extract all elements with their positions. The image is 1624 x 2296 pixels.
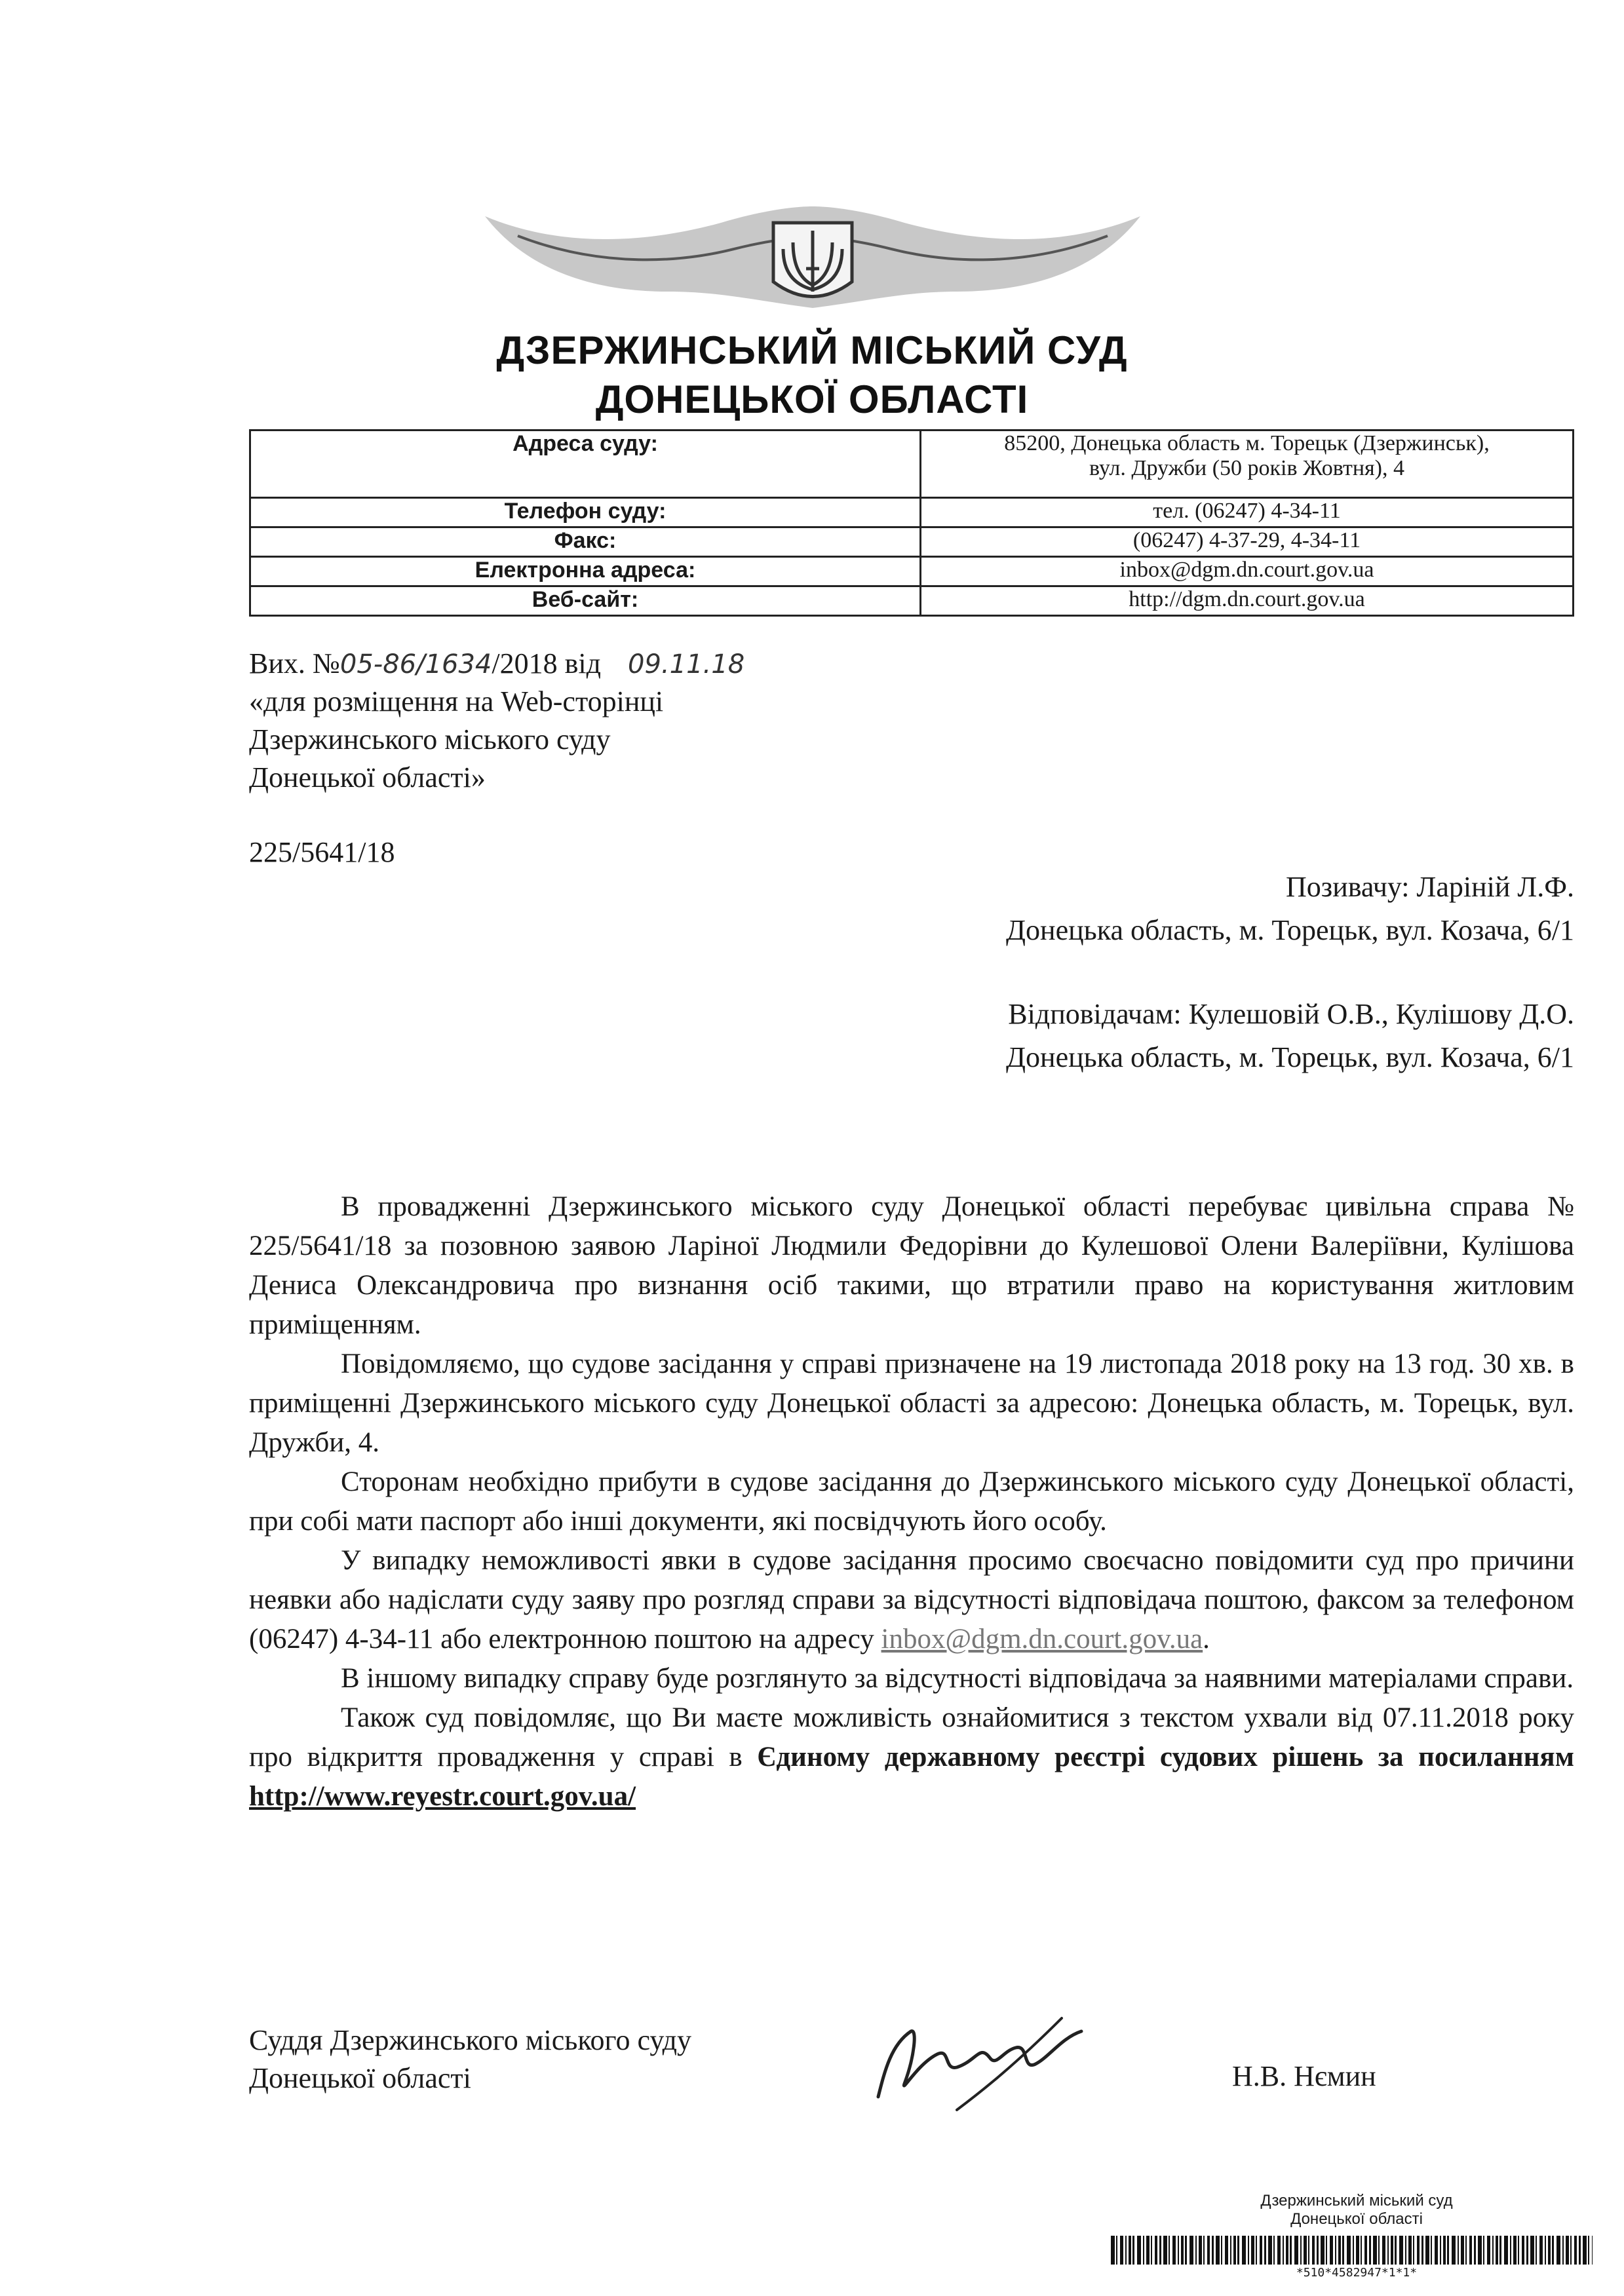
- body-paragraph-2: Повідомляємо, що судове засідання у справі призначене на 19 листопада 2018 року на 13 год. 30 хв. в приміщенні Дзержинського міського суду Донецької області за адресою: Донецька область, м. Торецьк, вул. Дружби, 4.: [249, 1349, 1574, 1458]
- barcode-bar: [1417, 2236, 1420, 2265]
- barcode-bar: [1256, 2236, 1257, 2265]
- barcode-bar: [1169, 2236, 1170, 2265]
- barcode-bar: [1181, 2236, 1184, 2265]
- outgoing-prefix: Вих. №: [249, 647, 340, 679]
- barcode-bar: [1237, 2236, 1239, 2265]
- barcode-bar: [1248, 2236, 1249, 2265]
- barcode-bar: [1552, 2236, 1554, 2265]
- barcode-bar: [1317, 2236, 1319, 2265]
- barcode-bar: [1513, 2236, 1517, 2265]
- barcode-bar: [1496, 2236, 1498, 2265]
- barcode-bar: [1356, 2236, 1359, 2265]
- barcode-bar: [1353, 2236, 1354, 2265]
- barcode-bar: [1195, 2236, 1197, 2265]
- barcode-bar: [1225, 2236, 1228, 2265]
- court-emblem-icon: [485, 177, 1140, 328]
- barcode-bar: [1300, 2236, 1302, 2265]
- barcode-bar: [1545, 2236, 1546, 2265]
- letter-body: [249, 1187, 1574, 1816]
- barcode-bar: [1120, 2236, 1123, 2265]
- barcode-bar: [1435, 2236, 1438, 2265]
- barcode-bar: [1137, 2236, 1141, 2265]
- publication-note-line2: Дзержинського міського суду: [249, 723, 611, 756]
- barcode-bar: [1326, 2236, 1327, 2265]
- barcode-bar: [1583, 2236, 1587, 2265]
- barcode-bar: [1268, 2236, 1272, 2265]
- barcode-bar: [1212, 2236, 1214, 2265]
- publication-note: [249, 683, 663, 797]
- defendants-line: Відповідачам: Кулешовій О.В., Кулішову Д.О.: [1008, 998, 1574, 1030]
- barcode-bar: [1125, 2236, 1127, 2265]
- website-label: Веб-сайт:: [250, 586, 921, 616]
- judge-title-line1: Суддя Дзержинського міського суду: [249, 2024, 692, 2056]
- email-label: Електронна адреса:: [250, 557, 921, 586]
- barcode-bar: [1277, 2236, 1281, 2265]
- address-value: [921, 430, 1574, 498]
- barcode-bar: [1474, 2236, 1476, 2265]
- barcode-bar: [1579, 2236, 1581, 2265]
- barcode-bar: [1588, 2236, 1589, 2265]
- barcode-bar: [1129, 2236, 1131, 2265]
- barcode-bar: [1111, 2236, 1115, 2265]
- barcode-bar: [1566, 2236, 1569, 2265]
- outgoing-year: /2018 від: [492, 647, 602, 679]
- barcode-bar: [1562, 2236, 1564, 2265]
- barcode-bar: [1391, 2236, 1393, 2265]
- defendants-address: Донецька область, м. Торецьк, вул. Козача, 6/1: [1006, 1041, 1574, 1073]
- outgoing-date-handwritten: 09.11.18: [628, 649, 745, 679]
- outgoing-number-line: [249, 645, 744, 683]
- barcode-bar: [1221, 2236, 1222, 2265]
- barcode-bar: [1132, 2236, 1134, 2265]
- barcode-bar: [1522, 2236, 1524, 2265]
- barcode-bar: [1335, 2236, 1336, 2265]
- barcode-bar: [1330, 2236, 1333, 2265]
- barcode-bar: [1399, 2236, 1403, 2265]
- barcode-bar: [1116, 2236, 1117, 2265]
- barcode-bar: [1216, 2236, 1220, 2265]
- barcode-bar: [1510, 2236, 1511, 2265]
- barcode-bar: [1413, 2236, 1414, 2265]
- barcode-bar: [1251, 2236, 1254, 2265]
- case-number: 225/5641/18: [249, 836, 395, 868]
- barcode-bar: [1230, 2236, 1231, 2265]
- barcode-bar: [1312, 2236, 1315, 2265]
- outgoing-number-handwritten: 05-86/1634: [339, 649, 492, 679]
- barcode-bar: [1203, 2236, 1205, 2265]
- barcode-bar: [1387, 2236, 1389, 2265]
- barcode-bar: [1556, 2236, 1560, 2265]
- address-line1: 85200, Донецька область м. Торецьк (Дзержинськ),: [1004, 431, 1490, 455]
- barcode-icon: [1111, 2236, 1593, 2265]
- barcode-bar: [1443, 2236, 1446, 2265]
- handwritten-signature-icon: [865, 1992, 1101, 2116]
- barcode-bar: [1447, 2236, 1449, 2265]
- fax-value: (06247) 4-37-29, 4-34-11: [921, 527, 1574, 557]
- address-row: [250, 430, 1574, 498]
- barcode-bar: [1469, 2236, 1472, 2265]
- barcode-bar: [1395, 2236, 1397, 2265]
- barcode-bar: [1483, 2236, 1484, 2265]
- barcode-bar: [1143, 2236, 1144, 2265]
- barcode-bar: [1425, 2236, 1429, 2265]
- registry-stamp: [1219, 2192, 1494, 2229]
- barcode-bar: [1338, 2236, 1341, 2265]
- barcode-bar: [1347, 2236, 1351, 2265]
- barcode-bar: [1405, 2236, 1406, 2265]
- barcode-bar: [1185, 2236, 1187, 2265]
- body-paragraph-6-text: Також суд повідомляє, що Ви маєте можливість ознайомитися з текстом ухвали від 07.11.2018 року про відкриття провадження у справі в: [249, 1702, 1574, 1772]
- barcode-bar: [1373, 2236, 1377, 2265]
- barcode-bar: [1478, 2236, 1482, 2265]
- judge-title-line2: Донецької області: [249, 2062, 471, 2094]
- barcode-bar: [1487, 2236, 1490, 2265]
- court-email-link[interactable]: inbox@dgm.dn.court.gov.ua: [881, 1624, 1203, 1655]
- barcode-bar: [1408, 2236, 1412, 2265]
- website-value: http://dgm.dn.court.gov.ua: [921, 586, 1574, 616]
- registry-link[interactable]: http://www.reyestr.court.gov.ua/: [249, 1781, 636, 1812]
- barcode-bar: [1207, 2236, 1210, 2265]
- body-paragraph-4-text: У випадку неможливості явки в судове засідання просимо своєчасно повідомити суд про причини неявки або надіслати суду заяву про розгляд справи за відсутності відповідача поштою, факсом за телефоном (06247) 4-34-11 або електронною поштою на адресу: [249, 1545, 1574, 1655]
- barcode-bar: [1539, 2236, 1543, 2265]
- body-paragraph-4: [249, 1541, 1574, 1659]
- barcode-bar: [1382, 2236, 1385, 2265]
- barcode-bar: [1421, 2236, 1423, 2265]
- body-paragraph-4-end: .: [1203, 1624, 1210, 1655]
- barcode-bar: [1369, 2236, 1371, 2265]
- barcode-bar: [1290, 2236, 1292, 2265]
- signature-block: [249, 2021, 691, 2097]
- stamp-line1: Дзержинський міський суд: [1260, 2192, 1453, 2210]
- plaintiff-line: Позивачу: Ларіній Л.Ф.: [1286, 871, 1574, 903]
- barcode-bar: [1233, 2236, 1236, 2265]
- barcode-bar: [1294, 2236, 1298, 2265]
- barcode-number: *510*4582947*1*1*: [1296, 2266, 1418, 2280]
- barcode-bar: [1199, 2236, 1202, 2265]
- judge-name: Н.В. Нємин: [1232, 2060, 1376, 2092]
- registry-reference: Єдиному державному реєстрі судових рішень за посиланням: [757, 1742, 1574, 1772]
- barcode-bar: [1155, 2236, 1157, 2265]
- court-name-line1: ДЗЕРЖИНСЬКИЙ МІСЬКИЙ СУД: [496, 328, 1128, 372]
- barcode-bar: [1530, 2236, 1534, 2265]
- barcode-bar: [1163, 2236, 1167, 2265]
- barcode-bar: [1283, 2236, 1284, 2265]
- barcode-bar: [1178, 2236, 1179, 2265]
- barcode-bar: [1492, 2236, 1494, 2265]
- barcode-bar: [1461, 2236, 1464, 2265]
- body-paragraph-3: Сторонам необхідно прибути в судове засідання до Дзержинського міського суду Донецької області, при собі мати паспорт або інші документи, які посвідчують його особу.: [249, 1466, 1574, 1537]
- barcode-bar: [1458, 2236, 1459, 2265]
- barcode-bar: [1342, 2236, 1344, 2265]
- barcode-bar: [1286, 2236, 1288, 2265]
- barcode-bar: [1431, 2236, 1432, 2265]
- barcode-bar: [1452, 2236, 1456, 2265]
- recipients-block: [1006, 868, 1574, 1077]
- barcode-bar: [1321, 2236, 1324, 2265]
- barcode-bar: [1364, 2236, 1367, 2265]
- barcode-bar: [1264, 2236, 1266, 2265]
- barcode-bar: [1504, 2236, 1508, 2265]
- barcode-bar: [1361, 2236, 1362, 2265]
- barcode-bar: [1378, 2236, 1380, 2265]
- body-paragraph-1: В провадженні Дзержинського міського суду Донецької області перебуває цивільна справа № 225/5641/18 за позовною заявою Ларіної Людмили Федорівни до Кулешової Олени Валеріївни, Кулішова Дениса Олександровича про визнання осіб такими, що втратили право на користування житловим приміщенням.: [249, 1191, 1574, 1340]
- address-line2: вул. Дружби (50 років Жовтня), 4: [1089, 456, 1404, 480]
- barcode-bar: [1159, 2236, 1161, 2265]
- email-row: [250, 557, 1574, 586]
- body-paragraph-6: [249, 1698, 1574, 1816]
- barcode-bar: [1304, 2236, 1307, 2265]
- fax-label: Факс:: [250, 527, 921, 557]
- barcode-bar: [1189, 2236, 1193, 2265]
- barcode-bar: [1592, 2236, 1593, 2265]
- barcode-bar: [1465, 2236, 1467, 2265]
- barcode-bar: [1308, 2236, 1309, 2265]
- barcode-bar: [1570, 2236, 1572, 2265]
- barcode-bar: [1499, 2236, 1501, 2265]
- plaintiff-address: Донецька область, м. Торецьк, вул. Козача, 6/1: [1006, 914, 1574, 946]
- phone-label: Телефон суду:: [250, 498, 921, 527]
- barcode-bar: [1172, 2236, 1176, 2265]
- fax-row: [250, 527, 1574, 557]
- barcode-bar: [1260, 2236, 1262, 2265]
- phone-row: [250, 498, 1574, 527]
- barcode-bar: [1146, 2236, 1150, 2265]
- barcode-bar: [1151, 2236, 1152, 2265]
- barcode-bar: [1273, 2236, 1275, 2265]
- barcode-bar: [1440, 2236, 1441, 2265]
- barcode-bar: [1574, 2236, 1577, 2265]
- email-value: inbox@dgm.dn.court.gov.ua: [921, 557, 1574, 586]
- body-paragraph-5: В іншому випадку справу буде розглянуто за відсутності відповідача за наявними матеріалами справи.: [341, 1663, 1574, 1694]
- barcode-bar: [1548, 2236, 1551, 2265]
- barcode-bar: [1536, 2236, 1537, 2265]
- stamp-line2: Донецької області: [1290, 2210, 1423, 2228]
- phone-value: тел. (06247) 4-34-11: [921, 498, 1574, 527]
- barcode-bar: [1242, 2236, 1246, 2265]
- address-label: Адреса суду:: [250, 430, 921, 498]
- publication-note-line1: «для розміщення на Web-сторінці: [249, 685, 664, 718]
- court-contacts-table: [249, 429, 1574, 617]
- website-row: [250, 586, 1574, 616]
- barcode-bar: [1518, 2236, 1519, 2265]
- barcode-bar: [1526, 2236, 1528, 2265]
- publication-note-line3: Донецької області»: [249, 761, 486, 794]
- court-name-line2: ДОНЕЦЬКОЇ ОБЛАСТІ: [595, 377, 1029, 421]
